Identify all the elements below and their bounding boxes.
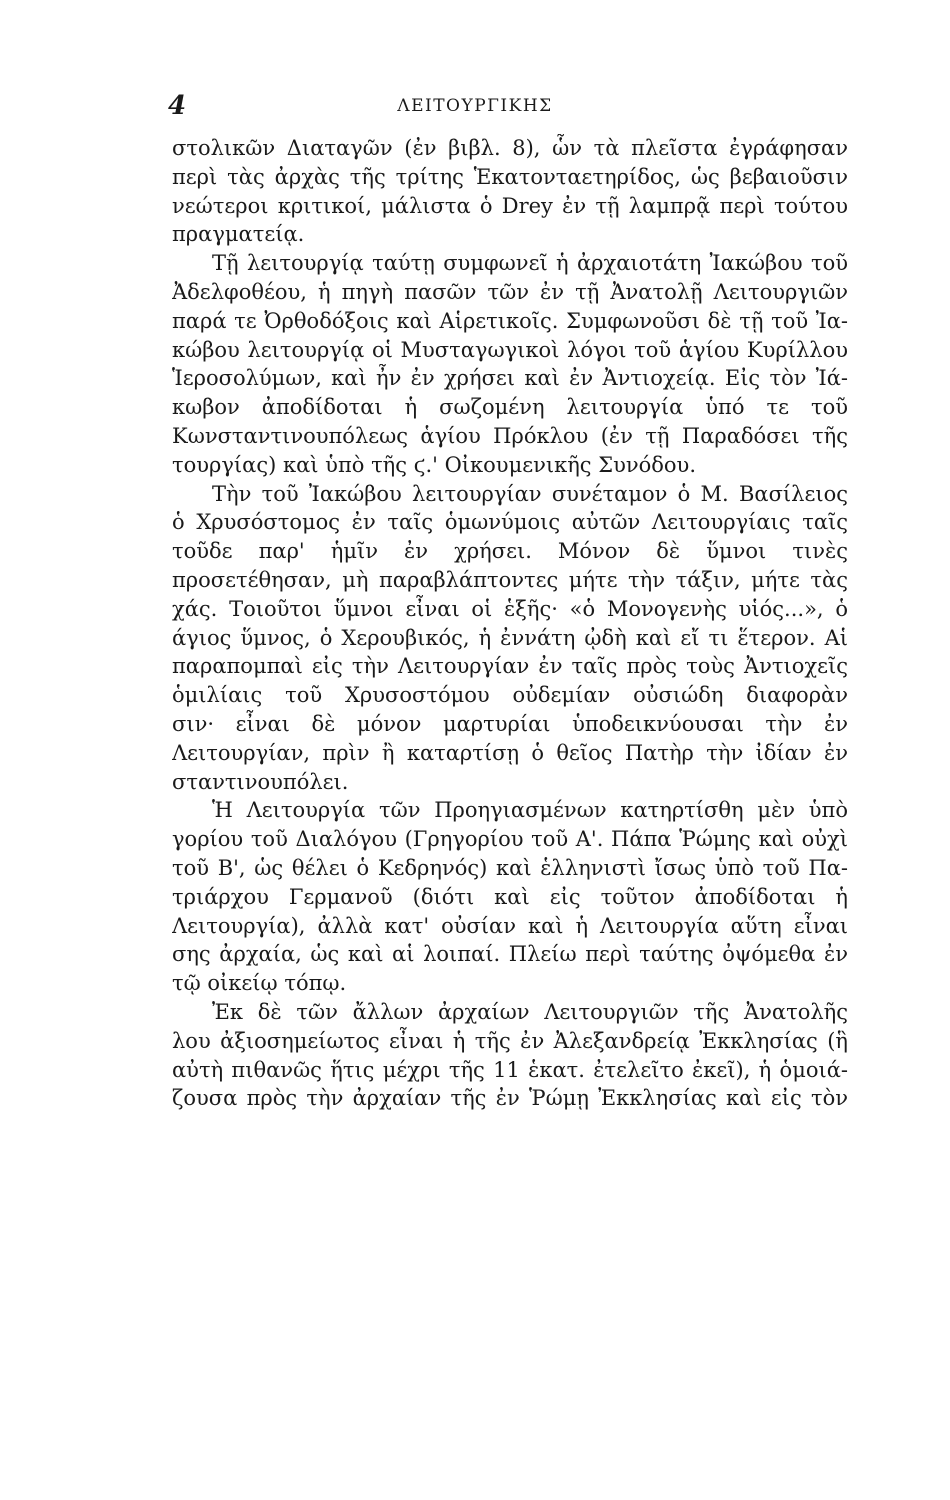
text-line: παρά τε Ὀρθοδόξοις καὶ Αἱρετικοῖς. Συμφωνοῦσι δὲ τῇ τοῦ Ἰα- [172, 308, 848, 333]
text-line: προσετέθησαν, μὴ παραβλάπτοντες μήτε τὴν τάξιν, μήτε τὰς [172, 567, 848, 592]
running-title: ΛΕΙΤΟΥΡΓΙΚΗΣ [397, 96, 553, 116]
text-line: γορίου τοῦ Διαλόγου (Γρηγορίου τοῦ Α'. Πάπα Ῥώμης καὶ οὐχὶ [172, 827, 848, 852]
text-line: Κωνσταντινουπόλεως ἁγίου Πρόκλου (ἐν τῇ Παραδόσει τῆς [172, 423, 848, 448]
page-number: 4 [168, 91, 187, 121]
text-line: πραγματείᾳ. [172, 222, 305, 247]
text-line: ὁ Χρυσόστομος ἐν ταῖς ὁμωνύμοις αὐτῶν Λειτουργίαις ταῖς [172, 510, 848, 535]
text-line: Ἱεροσολύμων, καὶ ἦν ἐν χρήσει καὶ ἐν Ἀντιοχείᾳ. Εἰς τὸν Ἰά- [172, 366, 848, 391]
body-text [172, 134, 848, 1113]
text-line: τριάρχου Γερμανοῦ (διότι καὶ εἰς τοῦτον ἀποδίδοται ἡ [172, 884, 848, 909]
text-line: κώβου λειτουργίᾳ οἱ Μυσταγωγικοὶ λόγοι τοῦ ἁγίου Κυρίλλου [172, 337, 848, 362]
text-line: λου ἀξιοσημείωτος εἶναι ἡ τῆς ἐν Ἀλεξανδρείᾳ Ἐκκλησίας (ἣ [172, 1028, 848, 1053]
text-line: περὶ τὰς ἀρχὰς τῆς τρίτης Ἑκατονταετηρίδος, ὡς βεβαιοῦσιν [172, 164, 848, 189]
text-line: σης ἀρχαία, ὡς καὶ αἱ λοιπαί. Πλείω περὶ ταύτης ὀψόμεθα ἐν [172, 942, 848, 967]
text-line: νεώτεροι κριτικοί, μάλιστα ὁ Drey ἐν τῇ λαμπρᾷ περὶ τούτου [172, 193, 848, 218]
text-line: κωβον ἀποδίδοται ἡ σωζομένη λειτουργία ὑπό τε τοῦ [172, 395, 848, 420]
text-line: Ἡ Λειτουργία τῶν Προηγιασμένων κατηρτίσθη μὲν ὑπὸ [212, 798, 848, 823]
text-line: σιν· εἶναι δὲ μόνον μαρτυρίαι ὑποδεικνύουσαι τὴν ἐν [172, 711, 848, 736]
text-line: τοῦ Β', ὡς θέλει ὁ Κεδρηνός) καὶ ἑλληνιστὶ ἴσως ὑπὸ τοῦ Πα- [172, 855, 848, 880]
text-line: Λειτουργίαν, πρὶν ἢ καταρτίσῃ ὁ θεῖος Πατὴρ τὴν ἰδίαν ἐν [172, 740, 848, 765]
text-line: ζουσα πρὸς τὴν ἀρχαίαν τῆς ἐν Ῥώμῃ Ἐκκλησίας καὶ εἰς τὸν [172, 1086, 848, 1111]
text-line: τοῦδε παρ' ἡμῖν ἐν χρήσει. Μόνον δὲ ὕμνοι τινὲς [172, 539, 848, 564]
text-line: Ἀδελφοθέου, ἡ πηγὴ πασῶν τῶν ἐν τῇ Ἀνατολῇ Λειτουργιῶν [172, 279, 848, 304]
text-line: αὐτὴ πιθανῶς ἥτις μέχρι τῆς 11 ἑκατ. ἐτελεῖτο ἐκεῖ), ἡ ὁμοιά- [172, 1057, 848, 1082]
text-line: Τῇ λειτουργίᾳ ταύτῃ συμφωνεῖ ἡ ἀρχαιοτάτη Ἰακώβου τοῦ [212, 251, 848, 276]
text-line: τουργίας) καὶ ὑπὸ τῆς ϛ.' Οἰκουμενικῆς Συνόδου. [172, 452, 696, 477]
text-line: Λειτουργία), ἀλλὰ κατ' οὐσίαν καὶ ἡ Λειτουργία αὕτη εἶναι [172, 913, 848, 938]
text-line: ὁμιλίαις τοῦ Χρυσοστόμου οὐδεμίαν οὐσιώδη διαφορὰν [172, 683, 848, 708]
text-line: χάς. Τοιοῦτοι ὕμνοι εἶναι οἱ ἑξῆς· «ὁ Μονογενὴς υἱός...», ὁ [172, 596, 848, 621]
text-line: παραπομπαὶ εἰς τὴν Λειτουργίαν ἐν ταῖς πρὸς τοὺς Ἀντιοχεῖς [172, 654, 848, 679]
text-line: Ἐκ δὲ τῶν ἄλλων ἀρχαίων Λειτουργιῶν τῆς Ἀνατολῆς [212, 999, 848, 1024]
text-line: τῷ οἰκείῳ τόπῳ. [172, 971, 347, 996]
text-line: στολικῶν Διαταγῶν (ἐν βιβλ. 8), ὧν τὰ πλεῖστα ἐγράφησαν [172, 136, 848, 160]
text-line: σταντινουπόλει. [172, 769, 349, 794]
text-line: άγιος ὕμνος, ὁ Χερουβικός, ἡ ἐννάτη ᾠδὴ καὶ εἴ τι ἕτερον. Αἱ [172, 625, 848, 650]
text-line: Τὴν τοῦ Ἰακώβου λειτουργίαν συνέταμον ὁ Μ. Βασίλειος [212, 481, 848, 506]
